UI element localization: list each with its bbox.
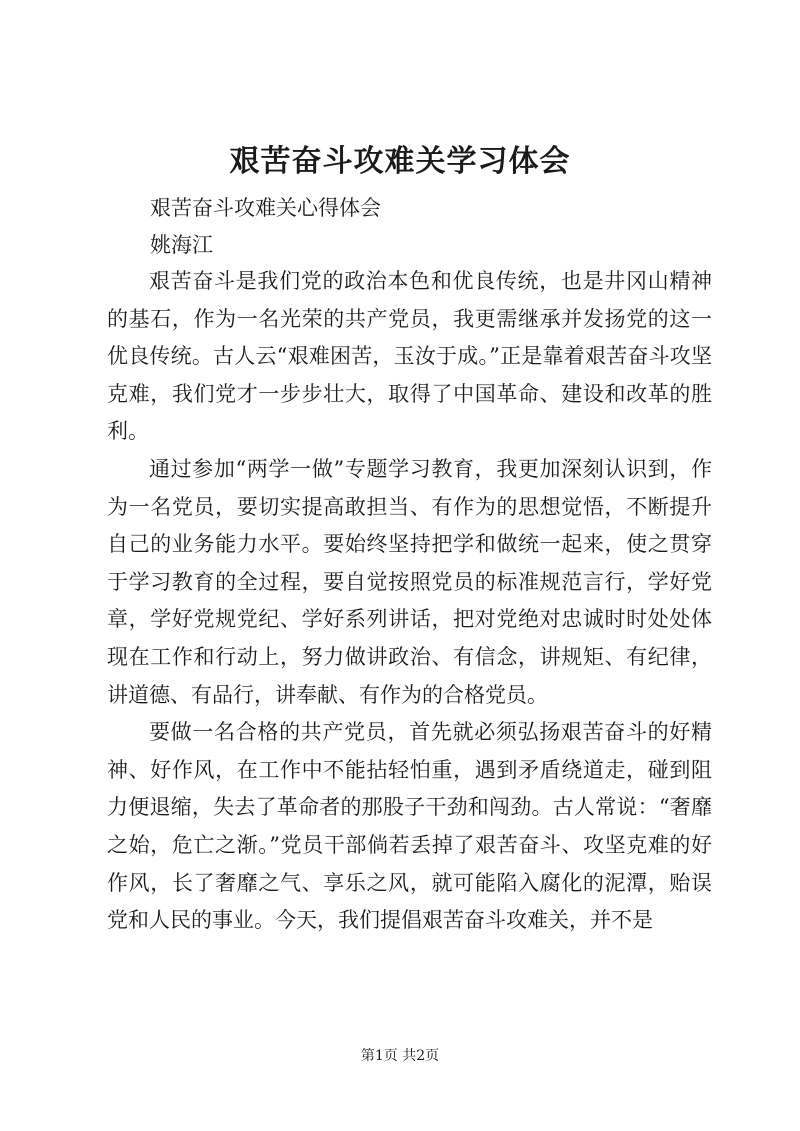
page-footer: 第1页 共2页 [360,1048,440,1064]
body-paragraph: 艰苦奋斗是我们党的政治本色和优良传统，也是井冈山精神的基石，作为一名光荣的共产党员，我更需继承并发扬党的这一优良传统。古人云“艰难困苦，玉汝于成。”正是靠着艰苦奋斗攻坚克难，我们党才一步步壮大，取得了中国革命、建设和改革的胜利。 [107,269,712,444]
document-subtitle: 艰苦奋斗攻难关心得体会 [150,196,381,220]
body-paragraph: 要做一名合格的共产党员，首先就必须弘扬艰苦奋斗的好精神、好作风，在工作中不能拈轻怕重，遇到矛盾绕道走，碰到阻力便退缩，失去了革命者的那股子干劲和闯劲。古人常说：“奢靡之始，危亡之渐。”党员干部倘若丢掉了艰苦奋斗、攻坚克难的好作风，长了奢靡之气、享乐之风，就可能陷入腐化的泥潭，贻误党和人民的事业。今天，我们提倡艰苦奋斗攻难关，并不是 [107,720,712,933]
document-body [107,263,712,940]
document-title: 艰苦奋斗攻难关学习体会 [229,144,571,179]
body-paragraph: 通过参加“两学一做”专题学习教育，我更加深刻认识到，作为一名党员，要切实提高敢担当、有作为的思想觉悟，不断提升自己的业务能力水平。要始终坚持把学和做统一起来，使之贯穿于学习教育的全过程，要自觉按照党员的标准规范言行，学好党章，学好党规党纪、学好系列讲话，把对党绝对忠诚时时处处体现在工作和行动上，努力做讲政治、有信念，讲规矩、有纪律，讲道德、有品行，讲奉献、有作为的合格党员。 [107,456,712,707]
document-author: 姚海江 [150,233,213,257]
